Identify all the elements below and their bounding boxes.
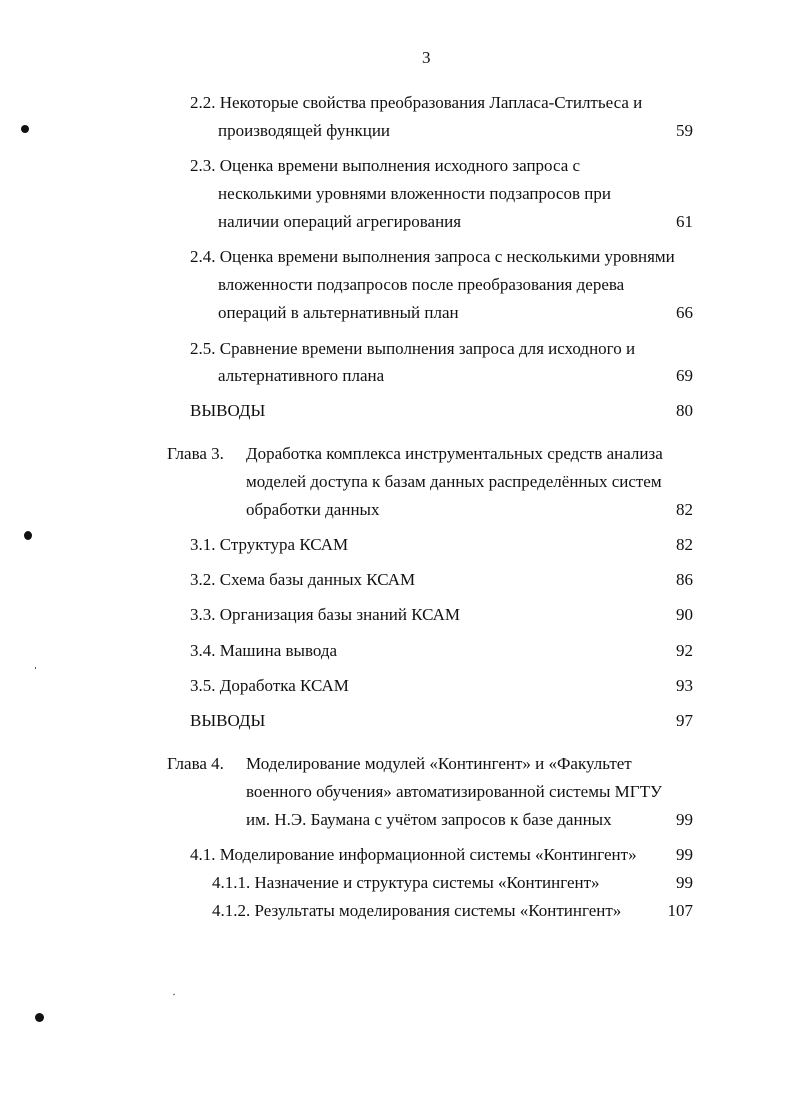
toc-page-number: 82: [676, 535, 693, 554]
toc-page-number: 69: [676, 366, 693, 385]
scan-speck: [21, 125, 29, 133]
scan-speck: [173, 993, 175, 995]
toc-page-number: 82: [676, 500, 693, 519]
toc-line: ВЫВОДЫ: [190, 711, 266, 730]
toc-page-number: 99: [676, 845, 693, 864]
toc-page-number: 97: [676, 711, 693, 730]
toc-line: 3.1. Структура КСАМ: [190, 535, 349, 554]
toc-line: военного обучения» автоматизированной системы МГТУ: [246, 782, 662, 801]
toc-page-number: 99: [676, 810, 693, 829]
toc-line: ВЫВОДЫ: [190, 401, 266, 420]
toc-line: производящей функции: [218, 121, 391, 140]
toc-line: 2.5. Сравнение времени выполнения запроса для исходного и: [190, 339, 636, 358]
toc-line: Моделирование модулей «Контингент» и «Факультет: [246, 754, 632, 773]
toc-line: альтернативного плана: [218, 366, 385, 385]
toc-page-number: 86: [676, 570, 693, 589]
toc-line: Доработка комплекса инструментальных средств анализа: [246, 444, 663, 463]
toc-page-number: 92: [676, 641, 693, 660]
toc-page-number: 107: [667, 901, 693, 920]
scan-speck: [35, 667, 36, 669]
toc-line: обработки данных: [246, 500, 380, 519]
toc-line: 2.4. Оценка времени выполнения запроса с несколькими уровнями: [190, 247, 675, 266]
toc-line: операций в альтернативный план: [218, 303, 459, 322]
toc-line: 2.3. Оценка времени выполнения исходного запроса с: [190, 156, 581, 175]
toc-line: моделей доступа к базам данных распределённых систем: [246, 472, 662, 491]
toc-line: 3.5. Доработка КСАМ: [190, 676, 349, 695]
toc-line: 3.2. Схема базы данных КСАМ: [190, 570, 416, 589]
toc-line: вложенности подзапросов после преобразования дерева: [218, 275, 625, 294]
toc-line: 4.1.2. Результаты моделирования системы «Контингент»: [212, 901, 622, 920]
toc-line: наличии операций агрегирования: [218, 212, 462, 231]
scan-speck: [35, 1013, 44, 1022]
toc-page-number: 59: [676, 121, 693, 140]
toc-page-number: 93: [676, 676, 693, 695]
toc-page-number: 99: [676, 873, 693, 892]
page-number: 3: [422, 48, 431, 67]
toc-page-number: 61: [676, 212, 693, 231]
scan-speck: [24, 531, 32, 540]
toc-page-number: 66: [676, 303, 693, 322]
toc-line: им. Н.Э. Баумана с учётом запросов к базе данных: [246, 810, 612, 829]
toc-page-number: 90: [676, 605, 693, 624]
toc-line: 4.1. Моделирование информационной системы «Контингент»: [190, 845, 637, 864]
toc-line: 2.2. Некоторые свойства преобразования Лапласа-Стилтьеса и: [190, 93, 643, 112]
toc-line: 3.3. Организация базы знаний КСАМ: [190, 605, 461, 624]
toc-line: 3.4. Машина вывода: [190, 641, 338, 660]
toc-page-number: 80: [676, 401, 693, 420]
chapter-label: Глава 3.: [167, 444, 224, 463]
toc-line: 4.1.1. Назначение и структура системы «Контингент»: [212, 873, 600, 892]
toc-line: несколькими уровнями вложенности подзапросов при: [218, 184, 611, 203]
chapter-label: Глава 4.: [167, 754, 224, 773]
